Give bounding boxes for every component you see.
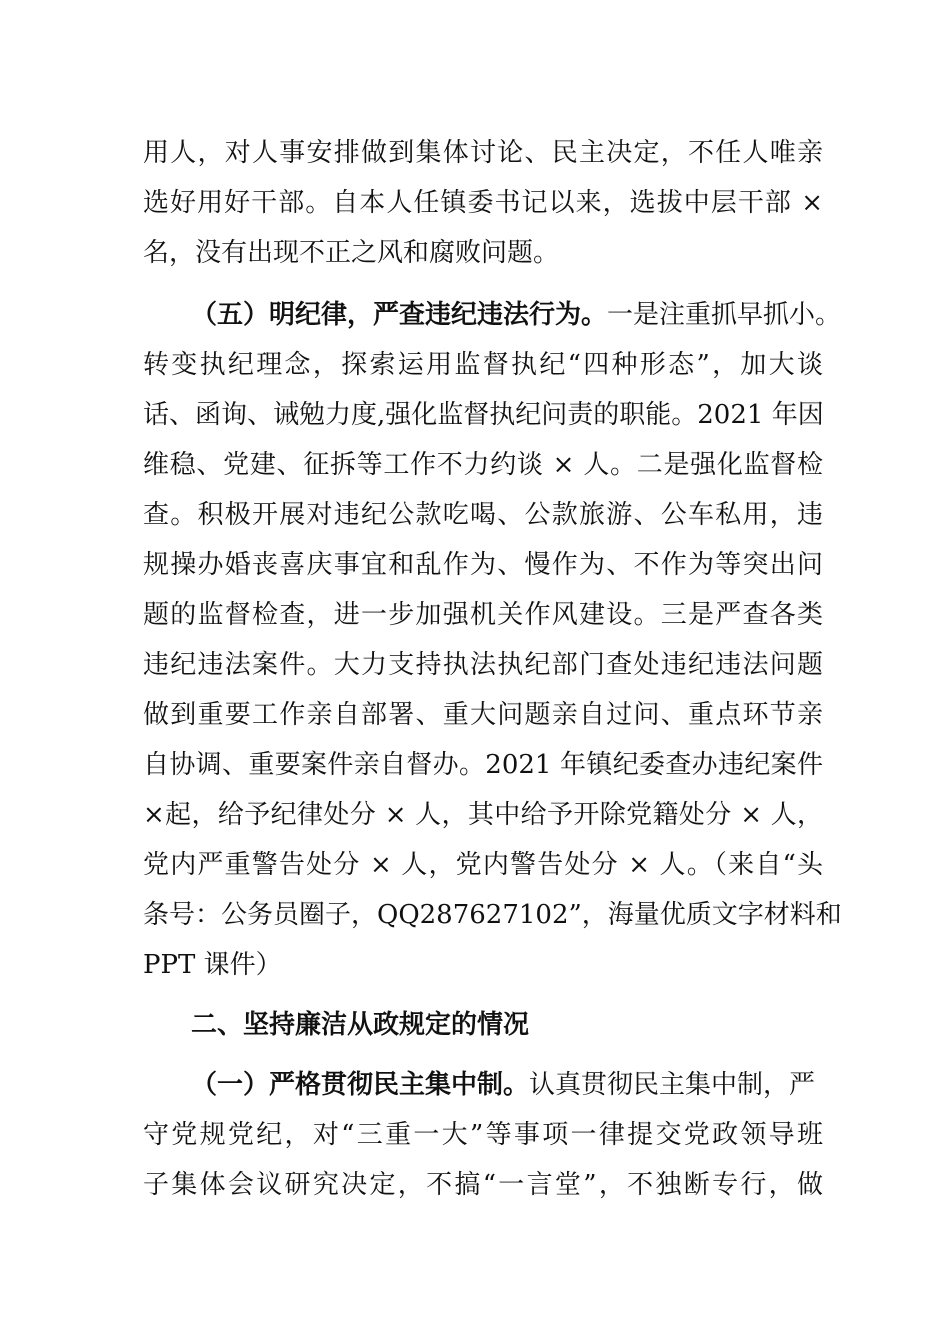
section-five-lead-text: 一是注重抓早抓小。 bbox=[607, 300, 842, 330]
body-line: 做到重要工作亲自部署、重大问题亲自过问、重点环节亲 bbox=[143, 700, 823, 730]
section-one-lead-text: 认真贯彻民主集中制，严 bbox=[529, 1070, 816, 1100]
body-line: 自协调、重要案件亲自督办。2021 年镇纪委查办违纪案件 bbox=[143, 750, 823, 780]
body-line: 子集体会议研究决定，不搞“一言堂”，不独断专行，做 bbox=[143, 1170, 823, 1200]
body-line: 话、函询、诫勉力度,强化监督执纪问责的职能。2021 年因 bbox=[143, 400, 824, 430]
body-line: ×起，给予纪律处分 × 人，其中给予开除党籍处分 × 人， bbox=[143, 800, 823, 830]
section-five-paragraph-start bbox=[191, 290, 842, 340]
body-line: 维稳、党建、征拆等工作不力约谈 × 人。二是强化监督检 bbox=[143, 450, 823, 480]
section-five-heading: （五）明纪律，严查违纪违法行为。 bbox=[191, 300, 608, 330]
section-heading: 二、坚持廉洁从政规定的情况 bbox=[191, 1010, 530, 1040]
body-line: 转变执纪理念，探索运用监督执纪“四种形态”，加大谈 bbox=[143, 350, 823, 380]
section-one-paragraph-start bbox=[191, 1060, 831, 1110]
body-line: 名，没有出现不正之风和腐败问题。 bbox=[143, 238, 560, 268]
body-line: 违纪违法案件。大力支持执法执纪部门查处违纪违法问题 bbox=[143, 650, 823, 680]
body-line: 条号：公务员圈子，QQ287627102”，海量优质文字材料和 bbox=[143, 900, 842, 930]
body-line: 党内严重警告处分 × 人，党内警告处分 × 人。（来自“头 bbox=[143, 850, 823, 880]
body-line: 选好用好干部。自本人任镇委书记以来，选拔中层干部 × bbox=[143, 188, 823, 218]
section-one-heading: （一）严格贯彻民主集中制。 bbox=[191, 1070, 530, 1100]
body-line: 守党规党纪，对“三重一大”等事项一律提交党政领导班 bbox=[143, 1120, 823, 1150]
body-line: 用人，对人事安排做到集体讨论、民主决定，不任人唯亲 bbox=[143, 138, 823, 168]
body-line: 规操办婚丧喜庆事宜和乱作为、慢作为、不作为等突出问 bbox=[143, 550, 823, 580]
body-line: 题的监督检查，进一步加强机关作风建设。三是严查各类 bbox=[143, 600, 823, 630]
body-line: 查。积极开展对违纪公款吃喝、公款旅游、公车私用，违 bbox=[143, 500, 823, 530]
body-line: PPT 课件） bbox=[143, 950, 282, 980]
